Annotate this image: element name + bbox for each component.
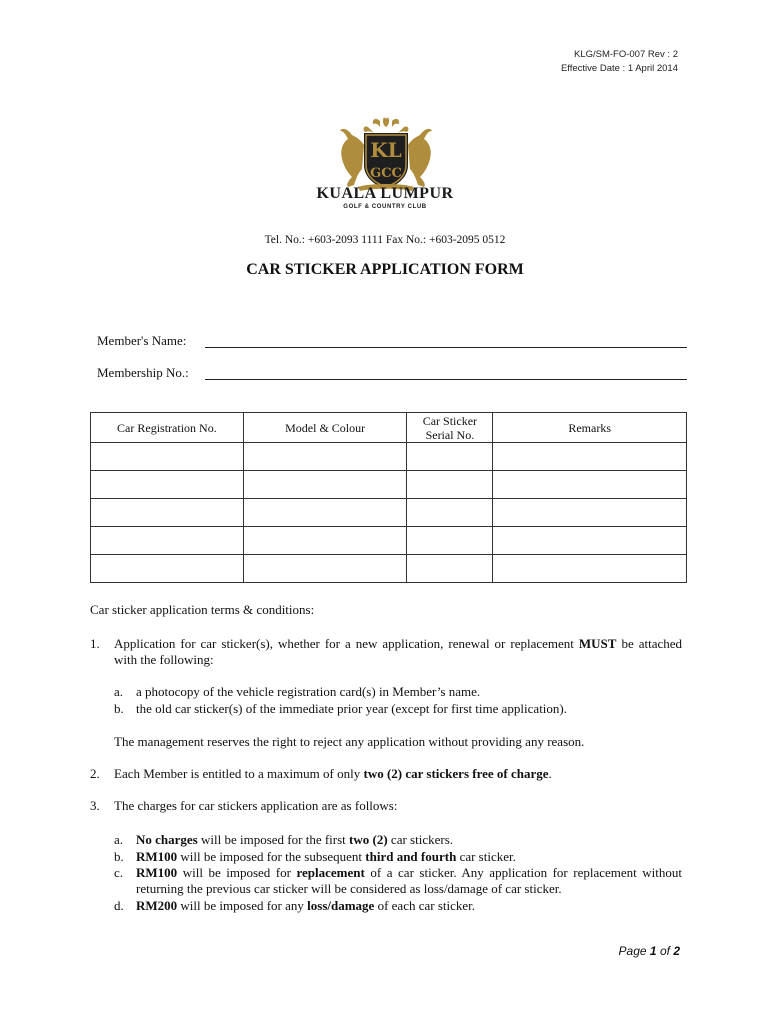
table-row	[91, 443, 687, 471]
page-of-word: of	[659, 944, 670, 958]
term-1-text	[114, 636, 682, 668]
term-3a-end: car stickers.	[390, 832, 454, 847]
table-header-row	[91, 413, 687, 443]
cell-model-colour[interactable]	[243, 527, 407, 555]
cell-car-registration[interactable]	[91, 527, 244, 555]
term-3c-mid: will be imposed for	[182, 865, 291, 880]
term-3d-end: of each car sticker.	[377, 898, 476, 913]
term-3c-bold1: RM100	[136, 865, 178, 880]
term-3a-bold1: No charges	[136, 832, 198, 847]
term-3a-bold2: two (2)	[349, 832, 388, 847]
term-3d-mid: will be imposed for any	[180, 898, 304, 913]
term-3c-end: of a car sticker. Any application for replacement without returning the previous car sticker will be considered as loss/damage of car sticker.	[136, 865, 683, 896]
cell-sticker-serial[interactable]	[407, 471, 493, 499]
term-3a-mid: will be imposed for the first	[201, 832, 346, 847]
term-3b-bold1: RM100	[136, 849, 178, 864]
term-3d-bold2: loss/damage	[307, 898, 375, 913]
cell-model-colour[interactable]	[243, 499, 407, 527]
cell-car-registration[interactable]	[91, 499, 244, 527]
crest-monogram-gcc: GCC	[370, 166, 402, 181]
cell-car-registration[interactable]	[91, 555, 244, 583]
terms-heading: Car sticker application terms & conditions:	[90, 602, 315, 617]
car-sticker-table	[90, 412, 687, 583]
cell-car-registration[interactable]	[91, 443, 244, 471]
term-3b-mid: will be imposed for the subsequent	[180, 849, 363, 864]
col-header-sticker-serial-line1: Car Sticker	[422, 413, 478, 428]
cell-remarks[interactable]	[493, 471, 687, 499]
term-3b-letter: b.	[114, 849, 124, 864]
term-1-number: 1.	[90, 636, 100, 651]
term-1-note: The management reserves the right to reject any application without providing any reason.	[114, 734, 585, 749]
page-total: 2	[673, 944, 680, 958]
document-code-block	[561, 48, 678, 76]
cell-model-colour[interactable]	[243, 443, 407, 471]
club-name: KUALA LUMPUR	[316, 185, 454, 202]
term-3c-letter: c.	[114, 865, 124, 880]
cell-model-colour[interactable]	[243, 471, 407, 499]
term-1-text-a: Application for car sticker(s), whether for a new application, renewal or replacement	[114, 636, 574, 651]
col-header-car-registration: Car Registration No.	[91, 413, 244, 443]
crest-left-deer	[340, 129, 364, 187]
page-word: Page	[618, 944, 647, 958]
cell-model-colour[interactable]	[243, 555, 407, 583]
term-1a-text: a photocopy of the vehicle registration card(s) in Member’s name.	[136, 684, 481, 699]
term-1b-letter: b.	[114, 701, 124, 716]
term-3d-text	[136, 898, 475, 914]
cell-car-registration[interactable]	[91, 471, 244, 499]
member-name-field[interactable]	[205, 347, 687, 348]
term-2-period: .	[548, 766, 552, 781]
term-2-number: 2.	[90, 766, 100, 781]
col-header-remarks: Remarks	[493, 413, 687, 443]
term-3b-text	[136, 849, 516, 865]
term-1b-text: the old car sticker(s) of the immediate prior year (except for first time application).	[136, 701, 567, 716]
term-3c-text	[136, 865, 682, 897]
term-3b-end: car sticker.	[459, 849, 516, 864]
term-3d-letter: d.	[114, 898, 124, 913]
cell-remarks[interactable]	[493, 527, 687, 555]
membership-no-label: Membership No.:	[97, 365, 189, 380]
term-2-text	[114, 766, 552, 782]
form-title: CAR STICKER APPLICATION FORM	[246, 261, 524, 278]
club-subtitle: GOLF & COUNTRY CLUB	[343, 204, 427, 210]
term-3b-bold2: third and fourth	[365, 849, 457, 864]
term-3-text: The charges for car stickers application are as follows:	[114, 798, 398, 813]
cell-sticker-serial[interactable]	[407, 443, 493, 471]
term-3c-bold2: replacement	[296, 865, 365, 880]
table-row	[91, 527, 687, 555]
cell-sticker-serial[interactable]	[407, 527, 493, 555]
membership-no-field[interactable]	[205, 379, 687, 380]
col-header-model-colour: Model & Colour	[243, 413, 407, 443]
document-code: KLG/SM-FO-007 Rev : 2	[573, 49, 678, 60]
term-2-free-stickers: two (2) car stickers free of charge	[363, 766, 549, 781]
cell-sticker-serial[interactable]	[407, 555, 493, 583]
page-current: 1	[649, 944, 657, 958]
table-row	[91, 471, 687, 499]
crest-monogram-kl: KL	[370, 138, 402, 162]
term-3a-text	[136, 832, 453, 848]
term-1-must: MUST	[578, 636, 617, 651]
member-name-label: Member's Name:	[97, 333, 187, 348]
table-row	[91, 555, 687, 583]
page-number	[619, 944, 680, 958]
cell-remarks[interactable]	[493, 555, 687, 583]
crest-right-deer	[408, 129, 432, 187]
term-3-number: 3.	[90, 798, 100, 813]
col-header-sticker-serial	[407, 413, 493, 443]
term-1a-letter: a.	[114, 684, 124, 699]
term-1-text-b: be attached with the following:	[114, 636, 683, 667]
col-header-sticker-serial-line2: Serial No.	[425, 427, 475, 442]
crest-crown	[364, 117, 409, 133]
cell-remarks[interactable]	[493, 443, 687, 471]
table-row	[91, 499, 687, 527]
term-3a-letter: a.	[114, 832, 124, 847]
term-3d-bold1: RM200	[136, 898, 178, 913]
cell-remarks[interactable]	[493, 499, 687, 527]
cell-sticker-serial[interactable]	[407, 499, 493, 527]
effective-date: Effective Date : 1 April 2014	[560, 63, 678, 74]
contact-numbers: Tel. No.: +603-2093 1111 Fax No.: +603-2095 0512	[264, 234, 506, 246]
term-2-text-a: Each Member is entitled to a maximum of only	[114, 766, 361, 781]
